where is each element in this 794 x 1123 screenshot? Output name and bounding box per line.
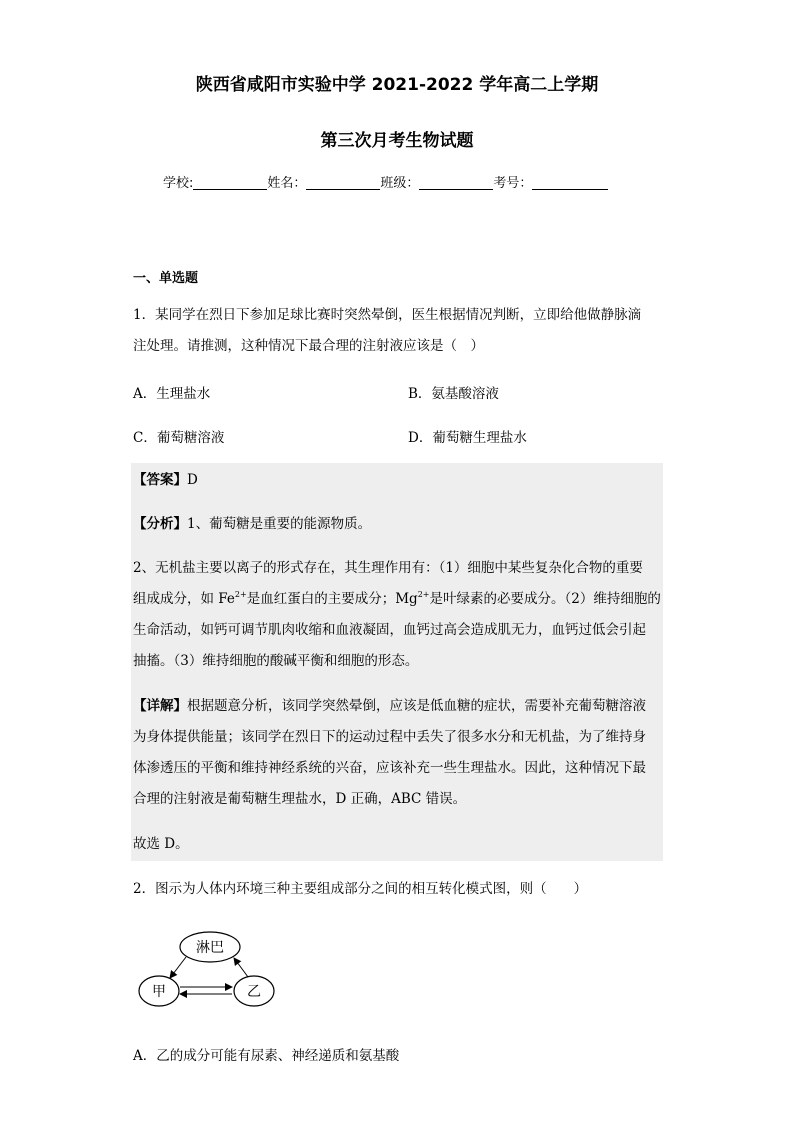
class-blank[interactable] <box>419 176 493 190</box>
q1-stem <box>133 302 663 360</box>
analysis-p2-line: 2、无机盐主要以离子的形式存在，其生理作用有：（1）细胞中某些复杂化合物的重要 <box>133 560 643 576</box>
answer-line <box>133 465 661 496</box>
q1-option-d: D．葡萄糖生理盐水 <box>408 430 527 446</box>
page-subtitle: 第三次月考生物试题 <box>320 131 474 151</box>
arrow-yi-to-lymph <box>234 958 248 977</box>
jia-node-label: 甲 <box>152 984 166 1000</box>
school-blank[interactable] <box>193 176 267 190</box>
q1-stem-line: 1．某同学在烈日下参加足球比赛时突然晕倒，医生根据情况判断，立即给他做静脉滴 <box>133 307 642 323</box>
analysis-p2-line: 生命活动，如钙可调节肌肉收缩和血液凝固，血钙过高会造成肌无力，血钙过低会引起 <box>133 622 646 638</box>
answer-value: D <box>187 472 198 488</box>
detail-paragraph <box>133 691 661 815</box>
class-label: 班级： <box>380 176 420 191</box>
analysis-label: 【分析】 <box>133 516 187 532</box>
q1-stem-line: 注处理。请推测，这种情况下最合理的注射液应该是（ ） <box>133 338 484 354</box>
answer-label: 【答案】 <box>133 472 187 488</box>
school-label: 学校: <box>163 176 194 191</box>
detail-line: 【详解】根据题意分析，该同学突然晕倒，应该是低血糖的症状，需要补充葡萄糖溶液 <box>133 698 646 714</box>
section-title: 一、单选题 <box>133 271 199 286</box>
q2-stem: 2．图示为人体内环境三种主要组成部分之间的相互转化模式图，则（ ） <box>133 881 588 897</box>
arrow-lymph-to-jia <box>170 957 186 978</box>
q1-option-a: A．生理盐水 <box>133 386 211 402</box>
name-label: 姓名： <box>267 176 307 191</box>
detail-line: 体渗透压的平衡和维持神经系统的兴奋，应该补充一些生理盐水。因此，这种情况下最 <box>133 760 646 776</box>
detail-label: 【详解】 <box>133 698 187 714</box>
lymph-node-label: 淋巴 <box>196 940 224 956</box>
name-blank[interactable] <box>306 176 380 190</box>
yi-node-label: 乙 <box>247 984 261 1000</box>
page-title: 陕西省咸阳市实验中学 2021-2022 学年高二上学期 <box>195 75 599 95</box>
analysis-p2-line: 组成成分，如 $Fe^{2+}$是血红蛋白的主要成分；$Mg^{2+}$是叶绿素的必要成分。（2）维持细胞的 <box>133 590 661 607</box>
analysis-paragraph <box>133 553 661 677</box>
analysis-line <box>133 509 661 540</box>
exam-no-label: 考号： <box>493 176 533 191</box>
q2-option-a: A．乙的成分可能有尿素、神经递质和氨基酸 <box>133 1048 400 1064</box>
analysis-p2-line: 抽搐。（3）维持细胞的酸碱平衡和细胞的形态。 <box>133 653 419 669</box>
detail-line: 合理的注射液是葡萄糖生理盐水，D 正确，ABC 错误。 <box>133 791 467 807</box>
fluid-conversion-diagram <box>132 928 282 1008</box>
exam-no-blank[interactable] <box>532 176 608 190</box>
q1-option-c: C．葡萄糖溶液 <box>133 430 225 446</box>
analysis-text: 1、葡萄糖是重要的能源物质。 <box>187 516 372 532</box>
student-info-line <box>163 172 608 191</box>
detail-line: 为身体提供能量；该同学在烈日下的运动过程中丢失了很多水分和无机盐，为了维持身 <box>133 729 646 745</box>
conclusion-line: 故选 D。 <box>133 836 189 852</box>
q1-option-b: B．氨基酸溶液 <box>408 386 499 402</box>
